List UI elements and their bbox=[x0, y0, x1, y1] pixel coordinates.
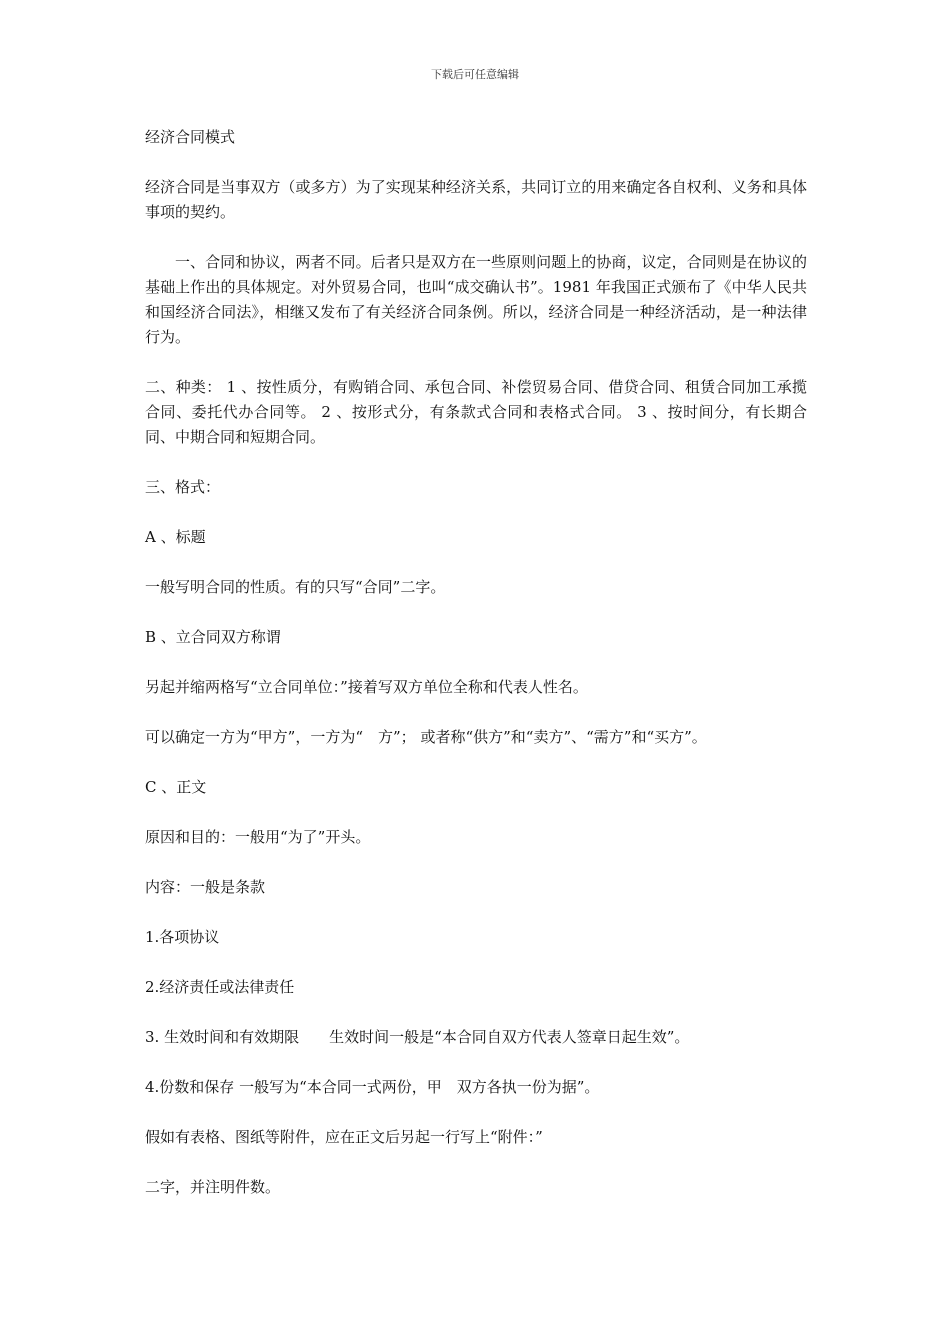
paragraph-section-1: 一、合同和协议，两者不同。后者只是双方在一些原则问题上的协商，议定，合同则是在协议的基础上作出的具体规定。对外贸易合同，也叫“成交确认书”。1981 年我国正式颁布了《中华人民共和国经济合同法》，相继又发布了有关经济合同条例。所以，经济合同是一种经济活动，是一种法律行为。 bbox=[145, 253, 807, 346]
list-item-2: 2.经济责任或法律责任 bbox=[145, 978, 295, 996]
list-item-1: 1.各项协议 bbox=[145, 928, 220, 946]
paragraph-content: 内容：一般是条款 bbox=[145, 878, 266, 896]
document-title: 经济合同模式 bbox=[145, 128, 236, 146]
paragraph-section-3: 三、格式： bbox=[145, 478, 221, 496]
list-item-4: 4.份数和保存 一般写为“本合同一式两份，甲 双方各执一份为据”。 bbox=[145, 1078, 600, 1096]
paragraph-purpose: 原因和目的：一般用“为了”开头。 bbox=[145, 828, 371, 846]
subheading-c: C 、正文 bbox=[145, 778, 207, 796]
paragraph-title-note: 一般写明合同的性质。有的只写“合同”二字。 bbox=[145, 578, 446, 596]
paragraph-attachments-count: 二字，并注明件数。 bbox=[145, 1178, 281, 1196]
subheading-a: A 、标题 bbox=[145, 528, 206, 546]
paragraph-section-2: 二、种类： 1 、按性质分，有购销合同、承包合同、补偿贸易合同、借贷合同、租赁合同加工承揽合同、委托代办合同等。 2 、按形式分，有条款式合同和表格式合同。 3 、按时间分，有长期合同、中期合同和短期合同。 bbox=[145, 378, 807, 446]
subheading-b: B 、立合同双方称谓 bbox=[145, 628, 281, 646]
paragraph-attachments: 假如有表格、图纸等附件，应在正文后另起一行写上“附件：” bbox=[145, 1128, 543, 1146]
document-body bbox=[145, 125, 807, 1200]
paragraph-definition: 经济合同是当事双方（或多方）为了实现某种经济关系，共同订立的用来确定各自权利、义务和具体事项的契约。 bbox=[145, 178, 807, 221]
page-header: 下载后可任意编辑 bbox=[431, 68, 519, 81]
paragraph-parties-2: 可以确定一方为“甲方”，一方为“ 方”； 或者称“供方”和“卖方”、“需方”和“买方”。 bbox=[145, 728, 707, 746]
paragraph-parties-1: 另起并缩两格写“立合同单位：”接着写双方单位全称和代表人性名。 bbox=[145, 678, 588, 696]
list-item-3: 3. 生效时间和有效期限 生效时间一般是“本合同自双方代表人签章日起生效”。 bbox=[145, 1028, 690, 1046]
